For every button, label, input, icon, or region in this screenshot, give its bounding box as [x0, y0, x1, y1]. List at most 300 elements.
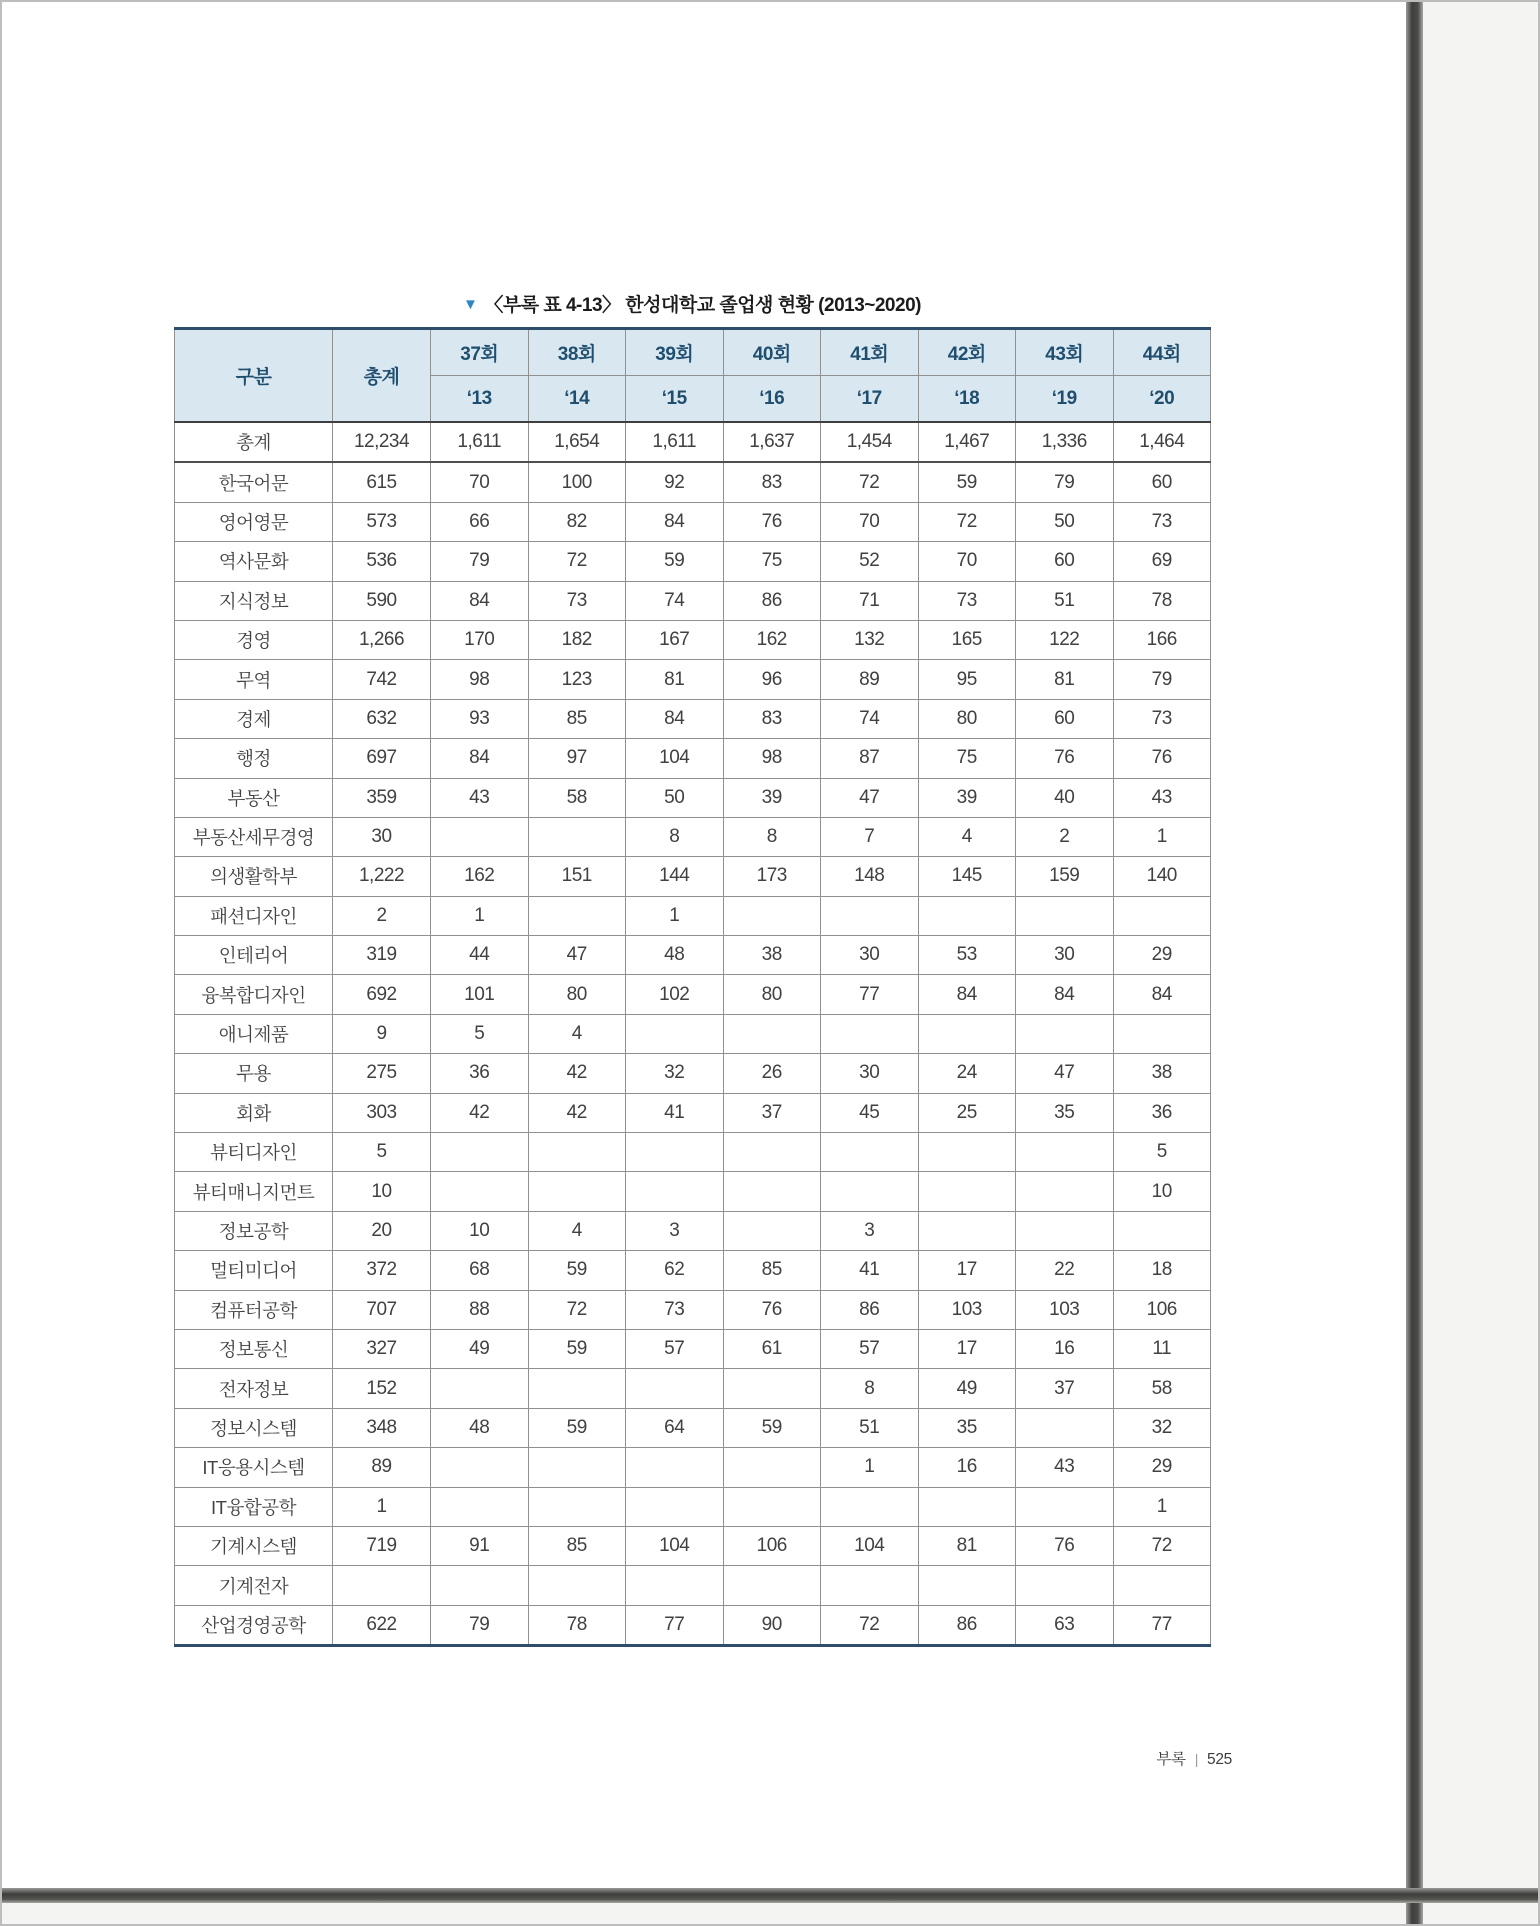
row-label: 기계시스템	[175, 1526, 333, 1565]
table-row	[175, 936, 1211, 975]
row-year-value	[723, 896, 821, 935]
table-row	[175, 699, 1211, 738]
row-year-value: 1,654	[528, 422, 626, 462]
row-year-value: 73	[918, 581, 1016, 620]
row-year-value	[723, 1369, 821, 1408]
row-year-value: 10	[431, 1211, 529, 1250]
row-year-value	[723, 1487, 821, 1526]
row-year-value: 24	[918, 1054, 1016, 1093]
row-year-value: 30	[821, 1054, 919, 1093]
row-year-value: 50	[1016, 502, 1114, 541]
row-year-value	[918, 1211, 1016, 1250]
row-year-value: 7	[821, 817, 919, 856]
row-year-value	[821, 1133, 919, 1172]
row-year-value: 66	[431, 502, 529, 541]
row-label: 행정	[175, 739, 333, 778]
row-year-value: 1	[821, 1448, 919, 1487]
row-total-value: 742	[333, 660, 431, 699]
row-total-value: 615	[333, 462, 431, 502]
row-year-value: 1,611	[626, 422, 724, 462]
header-row-round	[175, 329, 1211, 376]
row-year-value	[821, 1487, 919, 1526]
row-total-value: 372	[333, 1251, 431, 1290]
row-total-value: 9	[333, 1014, 431, 1053]
row-year-value: 104	[626, 739, 724, 778]
row-year-value: 22	[1016, 1251, 1114, 1290]
row-year-value: 41	[626, 1093, 724, 1132]
table-row	[175, 1448, 1211, 1487]
table-row	[175, 502, 1211, 541]
row-year-value	[528, 1566, 626, 1605]
row-label: 뷰티디자인	[175, 1133, 333, 1172]
row-year-value: 59	[528, 1329, 626, 1368]
row-year-value	[1016, 1133, 1114, 1172]
table-row	[175, 1251, 1211, 1290]
row-total-value: 622	[333, 1605, 431, 1645]
header-round-43: 43회	[1016, 329, 1114, 376]
row-year-value: 76	[1016, 1526, 1114, 1565]
page-footer	[2, 1747, 1232, 1769]
row-year-value: 91	[431, 1526, 529, 1565]
table-row	[175, 1369, 1211, 1408]
row-year-value: 78	[528, 1605, 626, 1645]
row-year-value: 1,464	[1113, 422, 1211, 462]
header-year-38: ‘14	[528, 376, 626, 423]
row-year-value: 79	[431, 1605, 529, 1645]
scan-edge-right	[1406, 2, 1423, 1924]
header-year-42: ‘18	[918, 376, 1016, 423]
row-year-value: 104	[821, 1526, 919, 1565]
row-year-value	[626, 1014, 724, 1053]
header-round-40: 40회	[723, 329, 821, 376]
header-year-41: ‘17	[821, 376, 919, 423]
row-year-value: 39	[723, 778, 821, 817]
row-year-value: 84	[1016, 975, 1114, 1014]
row-year-value: 37	[723, 1093, 821, 1132]
row-year-value: 51	[1016, 581, 1114, 620]
row-year-value	[626, 1369, 724, 1408]
row-year-value	[528, 1487, 626, 1526]
row-year-value: 1	[626, 896, 724, 935]
triangle-marker-icon: ▼	[463, 296, 478, 313]
row-year-value: 49	[431, 1329, 529, 1368]
row-year-value: 72	[1113, 1526, 1211, 1565]
row-year-value: 71	[821, 581, 919, 620]
row-year-value: 1,336	[1016, 422, 1114, 462]
row-total-value: 303	[333, 1093, 431, 1132]
row-year-value: 72	[528, 542, 626, 581]
table-row	[175, 1566, 1211, 1605]
row-year-value: 59	[626, 542, 724, 581]
row-year-value: 64	[626, 1408, 724, 1447]
table-row	[175, 857, 1211, 896]
row-year-value: 75	[918, 739, 1016, 778]
row-year-value: 1	[1113, 817, 1211, 856]
row-label: 애니제품	[175, 1014, 333, 1053]
row-year-value	[821, 896, 919, 935]
row-label: 한국어문	[175, 462, 333, 502]
row-label: 정보공학	[175, 1211, 333, 1250]
row-year-value: 148	[821, 857, 919, 896]
row-year-value	[723, 1133, 821, 1172]
row-year-value: 74	[626, 581, 724, 620]
row-year-value: 102	[626, 975, 724, 1014]
row-year-value: 8	[626, 817, 724, 856]
table-row	[175, 1526, 1211, 1565]
row-year-value: 73	[1113, 699, 1211, 738]
row-year-value: 80	[723, 975, 821, 1014]
row-year-value: 17	[918, 1251, 1016, 1290]
row-year-value: 85	[723, 1251, 821, 1290]
row-label: 지식정보	[175, 581, 333, 620]
row-year-value	[1016, 1487, 1114, 1526]
row-label: 총계	[175, 422, 333, 462]
row-year-value: 122	[1016, 620, 1114, 659]
row-year-value: 39	[918, 778, 1016, 817]
table-row	[175, 896, 1211, 935]
table-row	[175, 975, 1211, 1014]
row-year-value: 103	[1016, 1290, 1114, 1329]
row-year-value: 77	[1113, 1605, 1211, 1645]
row-year-value: 106	[1113, 1290, 1211, 1329]
row-year-value: 173	[723, 857, 821, 896]
row-year-value	[1016, 1566, 1114, 1605]
row-year-value: 84	[431, 739, 529, 778]
row-year-value	[1113, 1211, 1211, 1250]
row-total-value	[333, 1566, 431, 1605]
row-label: 역사문화	[175, 542, 333, 581]
row-year-value: 32	[626, 1054, 724, 1093]
footer-page-number: 525	[1207, 1751, 1232, 1768]
row-year-value	[821, 1172, 919, 1211]
row-year-value: 8	[821, 1369, 919, 1408]
row-year-value: 98	[431, 660, 529, 699]
row-year-value: 42	[431, 1093, 529, 1132]
row-year-value	[431, 817, 529, 856]
row-year-value: 80	[528, 975, 626, 1014]
row-label: 부동산	[175, 778, 333, 817]
row-year-value	[821, 1014, 919, 1053]
scan-edge-bottom	[2, 1888, 1538, 1903]
table-row	[175, 422, 1211, 462]
table-row	[175, 1290, 1211, 1329]
row-total-value: 20	[333, 1211, 431, 1250]
row-year-value: 82	[528, 502, 626, 541]
table-body	[175, 422, 1211, 1646]
row-year-value: 72	[918, 502, 1016, 541]
header-year-44: ‘20	[1113, 376, 1211, 423]
row-year-value: 42	[528, 1054, 626, 1093]
row-year-value: 49	[918, 1369, 1016, 1408]
row-year-value: 18	[1113, 1251, 1211, 1290]
table-row	[175, 1408, 1211, 1447]
row-year-value	[528, 1172, 626, 1211]
row-year-value: 42	[528, 1093, 626, 1132]
row-year-value: 83	[723, 699, 821, 738]
footer-separator: |	[1194, 1751, 1199, 1767]
row-year-value: 72	[821, 1605, 919, 1645]
header-year-43: ‘19	[1016, 376, 1114, 423]
row-year-value: 81	[918, 1526, 1016, 1565]
row-year-value: 35	[1016, 1093, 1114, 1132]
row-year-value: 123	[528, 660, 626, 699]
row-label: 정보통신	[175, 1329, 333, 1368]
row-year-value: 58	[1113, 1369, 1211, 1408]
header-round-39: 39회	[626, 329, 724, 376]
table-row	[175, 462, 1211, 502]
table-row	[175, 620, 1211, 659]
row-year-value	[1016, 1408, 1114, 1447]
row-year-value	[626, 1487, 724, 1526]
row-total-value: 10	[333, 1172, 431, 1211]
row-year-value: 32	[1113, 1408, 1211, 1447]
row-year-value	[1113, 1014, 1211, 1053]
row-year-value: 5	[431, 1014, 529, 1053]
row-year-value: 93	[431, 699, 529, 738]
row-year-value: 36	[1113, 1093, 1211, 1132]
row-year-value: 104	[626, 1526, 724, 1565]
row-year-value: 76	[723, 1290, 821, 1329]
row-year-value	[918, 1487, 1016, 1526]
row-year-value: 72	[528, 1290, 626, 1329]
row-label: 컴퓨터공학	[175, 1290, 333, 1329]
table-row	[175, 1093, 1211, 1132]
row-year-value	[723, 1448, 821, 1487]
row-year-value: 80	[918, 699, 1016, 738]
row-year-value	[1113, 1566, 1211, 1605]
row-year-value: 77	[626, 1605, 724, 1645]
row-year-value: 25	[918, 1093, 1016, 1132]
row-year-value	[918, 1014, 1016, 1053]
row-year-value: 68	[431, 1251, 529, 1290]
row-total-value: 590	[333, 581, 431, 620]
row-year-value: 10	[1113, 1172, 1211, 1211]
row-total-value: 632	[333, 699, 431, 738]
row-year-value: 77	[821, 975, 919, 1014]
scan-right-margin	[1423, 2, 1538, 1924]
row-year-value: 1	[1113, 1487, 1211, 1526]
row-year-value: 30	[821, 936, 919, 975]
row-year-value: 86	[918, 1605, 1016, 1645]
row-year-value: 92	[626, 462, 724, 502]
row-year-value: 59	[528, 1408, 626, 1447]
row-year-value: 167	[626, 620, 724, 659]
row-label: 영어영문	[175, 502, 333, 541]
row-year-value: 70	[821, 502, 919, 541]
row-year-value: 84	[626, 502, 724, 541]
row-year-value: 60	[1113, 462, 1211, 502]
row-label: 무역	[175, 660, 333, 699]
row-year-value	[723, 1014, 821, 1053]
row-year-value: 98	[723, 739, 821, 778]
row-year-value: 182	[528, 620, 626, 659]
row-label: 전자정보	[175, 1369, 333, 1408]
table-row	[175, 1211, 1211, 1250]
row-year-value: 72	[821, 462, 919, 502]
row-year-value: 166	[1113, 620, 1211, 659]
table-row	[175, 660, 1211, 699]
row-year-value: 70	[918, 542, 1016, 581]
row-year-value	[431, 1566, 529, 1605]
row-year-value: 89	[821, 660, 919, 699]
row-year-value: 38	[1113, 1054, 1211, 1093]
row-year-value: 84	[1113, 975, 1211, 1014]
row-year-value: 43	[1016, 1448, 1114, 1487]
row-year-value: 100	[528, 462, 626, 502]
row-year-value: 41	[821, 1251, 919, 1290]
row-year-value	[918, 1133, 1016, 1172]
row-year-value: 63	[1016, 1605, 1114, 1645]
row-year-value: 58	[528, 778, 626, 817]
row-label: 뷰티매니지먼트	[175, 1172, 333, 1211]
row-year-value: 4	[528, 1014, 626, 1053]
row-year-value	[723, 1172, 821, 1211]
row-year-value: 106	[723, 1526, 821, 1565]
row-year-value	[626, 1133, 724, 1172]
row-year-value: 84	[431, 581, 529, 620]
row-year-value: 73	[1113, 502, 1211, 541]
row-year-value: 103	[918, 1290, 1016, 1329]
row-total-value: 348	[333, 1408, 431, 1447]
row-year-value: 75	[723, 542, 821, 581]
row-year-value: 151	[528, 857, 626, 896]
table-row	[175, 1329, 1211, 1368]
row-year-value: 26	[723, 1054, 821, 1093]
row-year-value: 59	[528, 1251, 626, 1290]
row-year-value: 57	[626, 1329, 724, 1368]
row-year-value	[1016, 1014, 1114, 1053]
table-row	[175, 817, 1211, 856]
row-year-value: 53	[918, 936, 1016, 975]
header-year-40: ‘16	[723, 376, 821, 423]
row-year-value: 37	[1016, 1369, 1114, 1408]
row-year-value	[1016, 1211, 1114, 1250]
row-year-value: 83	[723, 462, 821, 502]
row-year-value: 8	[723, 817, 821, 856]
row-year-value: 76	[723, 502, 821, 541]
row-year-value	[528, 817, 626, 856]
table-row	[175, 778, 1211, 817]
row-year-value: 145	[918, 857, 1016, 896]
header-year-37: ‘13	[431, 376, 529, 423]
row-label: IT융합공학	[175, 1487, 333, 1526]
row-year-value: 47	[1016, 1054, 1114, 1093]
row-year-value: 1,611	[431, 422, 529, 462]
header-round-37: 37회	[431, 329, 529, 376]
row-year-value: 48	[431, 1408, 529, 1447]
row-year-value: 95	[918, 660, 1016, 699]
row-year-value: 40	[1016, 778, 1114, 817]
row-year-value: 1,454	[821, 422, 919, 462]
row-year-value: 61	[723, 1329, 821, 1368]
scan-bottom-margin	[2, 1902, 1538, 1924]
row-year-value: 45	[821, 1093, 919, 1132]
row-year-value: 51	[821, 1408, 919, 1447]
row-year-value: 47	[528, 936, 626, 975]
row-year-value: 144	[626, 857, 724, 896]
row-total-value: 89	[333, 1448, 431, 1487]
row-year-value: 170	[431, 620, 529, 659]
row-year-value	[1016, 896, 1114, 935]
row-total-value: 536	[333, 542, 431, 581]
row-year-value	[431, 1487, 529, 1526]
row-year-value: 73	[626, 1290, 724, 1329]
row-label: IT응용시스템	[175, 1448, 333, 1487]
row-year-value: 97	[528, 739, 626, 778]
row-year-value: 76	[1016, 739, 1114, 778]
table-row	[175, 1487, 1211, 1526]
row-total-value: 1,266	[333, 620, 431, 659]
row-year-value: 1	[431, 896, 529, 935]
row-year-value: 60	[1016, 542, 1114, 581]
row-label: 경제	[175, 699, 333, 738]
row-year-value: 16	[1016, 1329, 1114, 1368]
graduates-table	[174, 327, 1211, 1647]
row-year-value: 159	[1016, 857, 1114, 896]
row-year-value: 60	[1016, 699, 1114, 738]
row-year-value: 2	[1016, 817, 1114, 856]
header-round-44: 44회	[1113, 329, 1211, 376]
row-year-value	[431, 1172, 529, 1211]
row-year-value: 29	[1113, 936, 1211, 975]
row-label: 융복합디자인	[175, 975, 333, 1014]
row-year-value: 11	[1113, 1329, 1211, 1368]
row-year-value: 36	[431, 1054, 529, 1093]
header-round-38: 38회	[528, 329, 626, 376]
table-row	[175, 581, 1211, 620]
row-year-value: 52	[821, 542, 919, 581]
row-total-value: 327	[333, 1329, 431, 1368]
header-round-41: 41회	[821, 329, 919, 376]
row-total-value: 275	[333, 1054, 431, 1093]
row-year-value: 1,467	[918, 422, 1016, 462]
row-year-value: 90	[723, 1605, 821, 1645]
row-year-value: 74	[821, 699, 919, 738]
row-total-value: 319	[333, 936, 431, 975]
row-label: 정보시스템	[175, 1408, 333, 1447]
table-row	[175, 1605, 1211, 1645]
row-year-value: 73	[528, 581, 626, 620]
row-label: 패션디자인	[175, 896, 333, 935]
row-year-value: 48	[626, 936, 724, 975]
row-year-value: 79	[1113, 660, 1211, 699]
row-year-value: 101	[431, 975, 529, 1014]
row-year-value: 84	[918, 975, 1016, 1014]
row-year-value: 30	[1016, 936, 1114, 975]
row-year-value	[723, 1566, 821, 1605]
table-header	[175, 329, 1211, 423]
row-total-value: 152	[333, 1369, 431, 1408]
row-year-value	[528, 1369, 626, 1408]
row-year-value	[918, 896, 1016, 935]
row-label: 인테리어	[175, 936, 333, 975]
row-year-value: 86	[821, 1290, 919, 1329]
row-year-value	[431, 1448, 529, 1487]
row-year-value	[431, 1369, 529, 1408]
row-year-value	[918, 1566, 1016, 1605]
row-total-value: 692	[333, 975, 431, 1014]
row-year-value: 38	[723, 936, 821, 975]
header-year-39: ‘15	[626, 376, 724, 423]
row-year-value	[528, 1133, 626, 1172]
table-row	[175, 1133, 1211, 1172]
table-row	[175, 1054, 1211, 1093]
row-total-value: 1,222	[333, 857, 431, 896]
row-year-value: 47	[821, 778, 919, 817]
row-year-value: 59	[723, 1408, 821, 1447]
row-year-value	[626, 1172, 724, 1211]
table-row	[175, 739, 1211, 778]
